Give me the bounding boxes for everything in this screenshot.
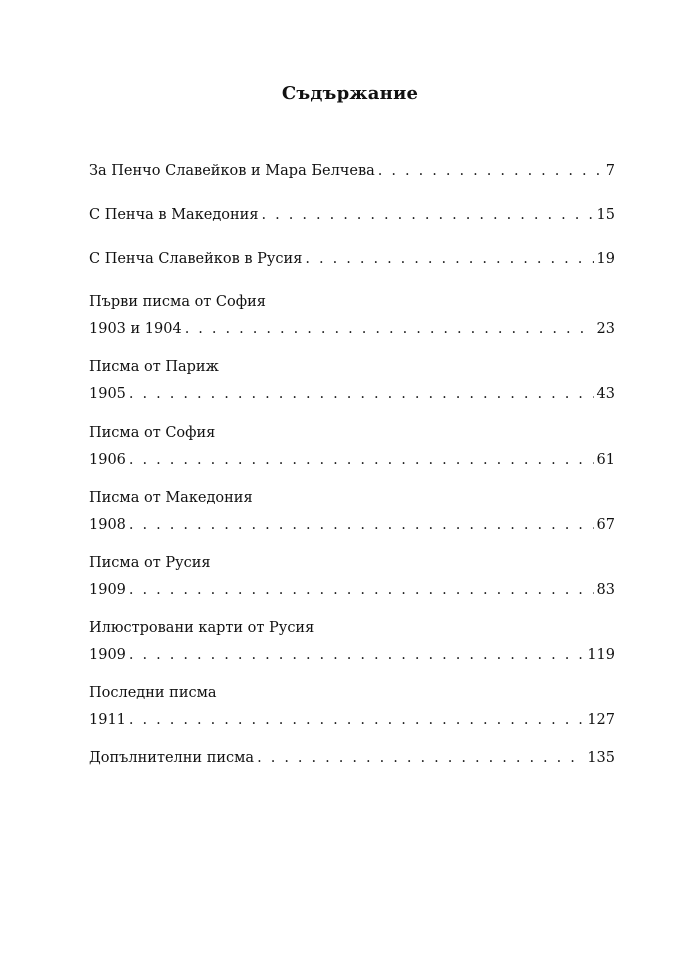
toc-entry-title: Писма от Македония [89, 490, 253, 506]
toc-entry-line [89, 747, 615, 769]
toc-entry-title: Писма от Русия [89, 555, 211, 571]
toc-entry-line [89, 248, 615, 270]
toc-page-number: 83 [596, 582, 615, 598]
dot-leader [261, 204, 593, 226]
toc-entry-years: 1909 [89, 582, 126, 598]
toc-entry-years: 1903 и 1904 [89, 321, 182, 337]
toc-entry [89, 291, 615, 340]
toc-entry-years: 1908 [89, 517, 126, 533]
toc-entry [89, 248, 615, 270]
toc-entry-years: 1909 [89, 647, 126, 663]
toc-page-number: 7 [605, 163, 615, 179]
toc-entry-line [89, 579, 615, 601]
toc-page-number: 135 [587, 750, 615, 766]
toc-entry-line [89, 644, 615, 666]
toc-entry-title: Допълнителни писма [89, 750, 255, 766]
toc-entry-line [89, 383, 615, 405]
toc-entry-title: С Пенча в Македония [89, 207, 259, 223]
toc-page-number: 61 [596, 452, 615, 468]
toc-entry-title: Последни писма [89, 685, 217, 701]
toc-entry [89, 552, 615, 601]
toc-entry [89, 422, 615, 471]
toc-entry-title: Писма от Париж [89, 359, 219, 375]
toc-entry-line [89, 204, 615, 226]
toc-page-number: 43 [596, 386, 615, 402]
toc-entry-title: Илюстровани карти от Русия [89, 620, 315, 636]
toc-page-number: 127 [587, 712, 615, 728]
toc-entry-title: Писма от София [89, 425, 216, 441]
dot-leader [378, 160, 603, 182]
toc-entry-line [89, 160, 615, 182]
toc-entry-title: Първи писма от София [89, 294, 266, 310]
toc-entry-years: 1906 [89, 452, 126, 468]
toc-entry [89, 204, 615, 226]
dot-leader [129, 449, 594, 471]
dot-leader [129, 383, 594, 405]
toc-page-number: 15 [596, 207, 615, 223]
toc-entry-line [89, 449, 615, 471]
toc-entry [89, 487, 615, 536]
page-title: Съдържание [281, 83, 419, 104]
toc-entry [89, 747, 615, 769]
toc-entry-line [89, 318, 615, 340]
dot-leader [257, 747, 584, 769]
toc-entry-line [89, 514, 615, 536]
toc-page-number: 23 [596, 321, 615, 337]
toc-page-number: 19 [596, 251, 615, 267]
toc-entry-title: За Пенчо Славейков и Мара Белчева [89, 163, 375, 179]
dot-leader [185, 318, 594, 340]
dot-leader [129, 579, 594, 601]
dot-leader [305, 248, 593, 270]
toc-entry-years: 1905 [89, 386, 126, 402]
toc-entry-years: 1911 [89, 712, 126, 728]
toc-page-number: 119 [587, 647, 615, 663]
dot-leader [129, 514, 594, 536]
toc-entry [89, 356, 615, 405]
toc-entry [89, 617, 615, 666]
dot-leader [129, 709, 584, 731]
dot-leader [129, 644, 584, 666]
toc-page-number: 67 [596, 517, 615, 533]
toc-entry-title: С Пенча Славейков в Русия [89, 251, 303, 267]
toc-entry [89, 682, 615, 731]
toc-entry [89, 160, 615, 182]
toc-entry-line [89, 709, 615, 731]
